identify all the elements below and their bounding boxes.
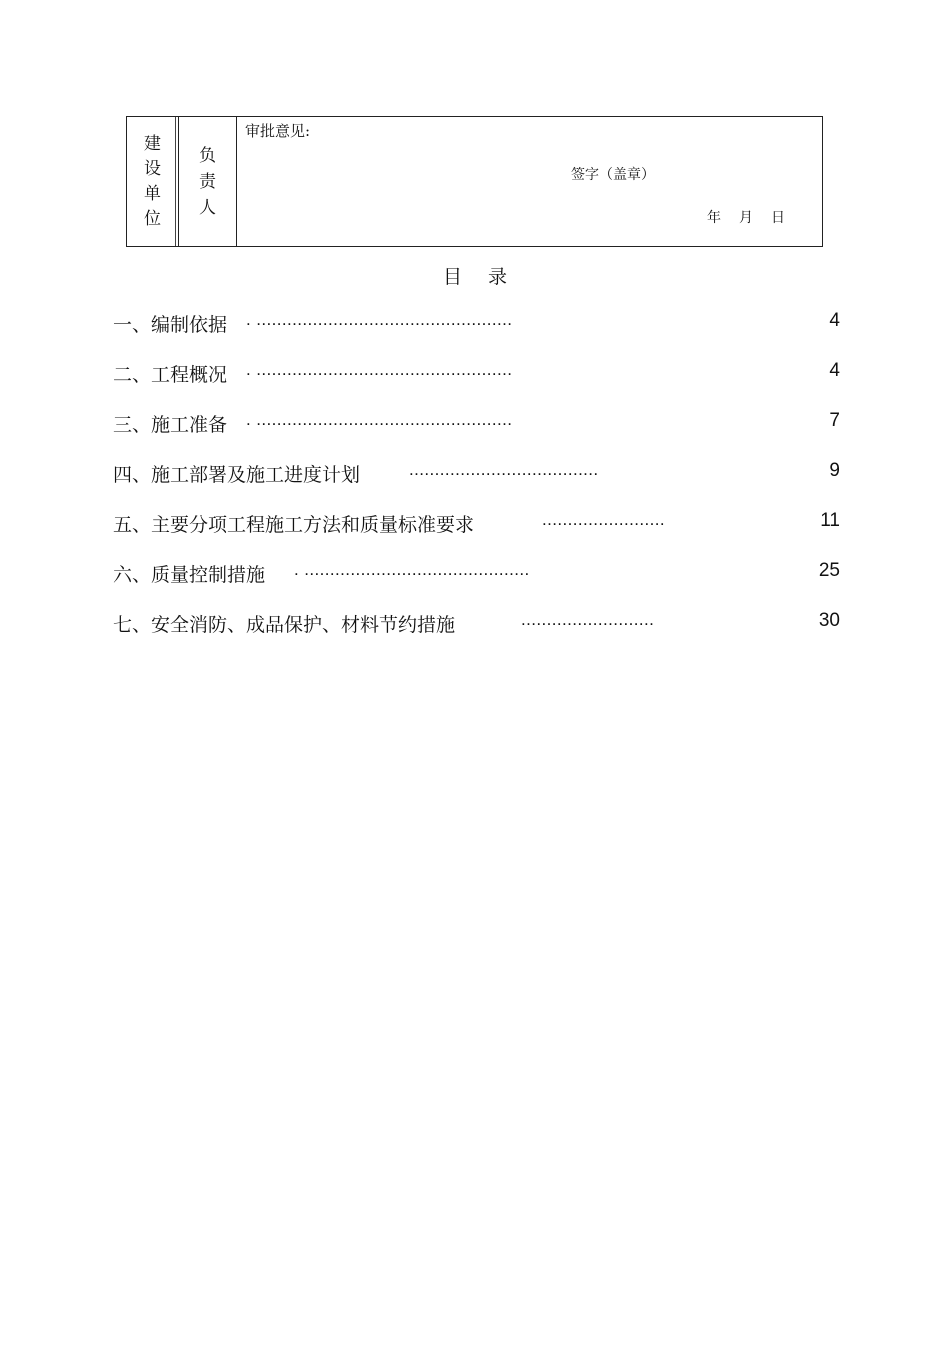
person-char: 负 — [199, 145, 216, 166]
toc-title — [0, 262, 950, 289]
approval-opinion-cell — [237, 117, 822, 246]
toc-leader-dots: .......................... — [521, 610, 655, 629]
toc-page-number: 4 — [829, 360, 840, 381]
construction-unit-cell — [127, 117, 179, 246]
unit-char: 位 — [144, 208, 161, 229]
toc-leader-dots: ........................ — [542, 510, 665, 529]
toc-title-char: 录 — [488, 266, 508, 288]
toc-page-number: 4 — [829, 310, 840, 331]
toc-item[interactable] — [113, 306, 840, 356]
toc-item-label[interactable]: 二、工程概况 — [113, 364, 228, 386]
day-label: 日 — [771, 210, 785, 226]
construction-unit-label — [127, 117, 178, 246]
toc-leader-dots: . .................................................. — [246, 410, 513, 429]
signature-label: 签字（盖章） — [571, 167, 655, 183]
unit-char: 建 — [144, 133, 161, 154]
toc-item[interactable] — [113, 556, 840, 606]
toc-item[interactable] — [113, 406, 840, 456]
person-char: 人 — [199, 197, 216, 218]
approval-table — [126, 116, 823, 247]
toc-leader-dots: . .................................................. — [246, 310, 513, 329]
toc-item-label[interactable]: 四、施工部署及施工进度计划 — [113, 464, 361, 486]
toc-leader-dots: ..................................... — [409, 460, 599, 479]
toc-item-label[interactable]: 一、编制依据 — [113, 314, 228, 336]
toc-page-number: 30 — [818, 610, 840, 631]
toc-list — [113, 306, 840, 656]
toc-item[interactable] — [113, 606, 840, 656]
unit-char: 设 — [144, 158, 161, 179]
toc-item-label[interactable]: 五、主要分项工程施工方法和质量标准要求 — [113, 514, 475, 536]
person-in-charge-label — [179, 117, 236, 246]
person-char: 责 — [199, 171, 216, 192]
year-label: 年 — [707, 210, 721, 226]
toc-item[interactable] — [113, 456, 840, 506]
toc-leader-dots: . .................................................. — [246, 360, 513, 379]
toc-title-char: 目 — [442, 266, 462, 288]
toc-page-number: 11 — [820, 510, 840, 531]
month-label: 月 — [739, 210, 753, 226]
toc-leader-dots: . ............................................ — [294, 560, 530, 579]
toc-item-label[interactable]: 三、施工准备 — [113, 414, 228, 436]
unit-char: 单 — [144, 183, 161, 204]
toc-item-label[interactable]: 六、质量控制措施 — [113, 564, 266, 586]
person-in-charge-cell — [179, 117, 237, 246]
toc-item-label[interactable]: 七、安全消防、成品保护、材料节约措施 — [113, 614, 456, 636]
toc-page-number: 7 — [829, 410, 840, 431]
toc-item[interactable] — [113, 356, 840, 406]
toc-page-number: 9 — [829, 460, 840, 481]
toc-item[interactable] — [113, 506, 840, 556]
date-row — [707, 207, 785, 227]
approval-opinion-label: 审批意见: — [245, 122, 311, 140]
toc-page-number: 25 — [818, 560, 840, 581]
